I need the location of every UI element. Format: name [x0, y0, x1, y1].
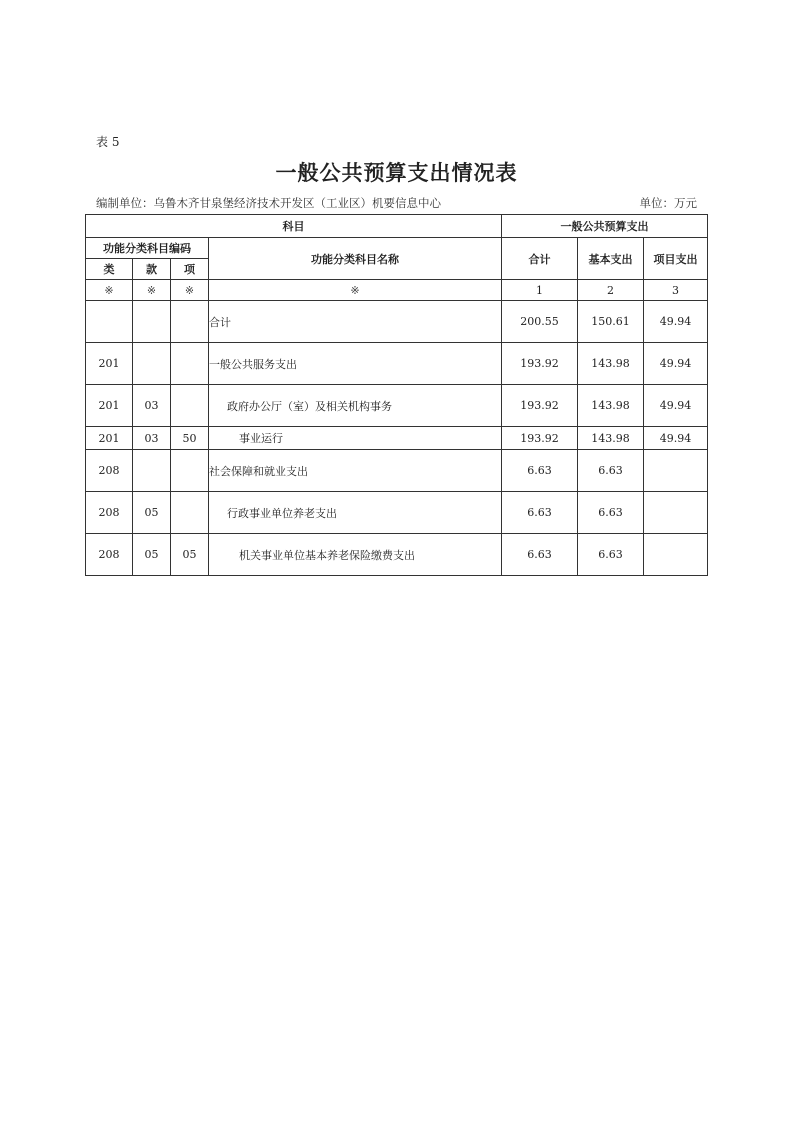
cell-total: 193.92	[502, 427, 578, 450]
table-row	[86, 301, 708, 343]
header-subject: 科目	[86, 215, 502, 238]
cell-total: 6.63	[502, 492, 578, 534]
cell-total: 193.92	[502, 385, 578, 427]
cell-basic: 143.98	[578, 343, 644, 385]
header-kuan: 款	[133, 259, 171, 280]
cell-basic: 143.98	[578, 385, 644, 427]
cell-kuan: 05	[133, 534, 171, 576]
cell-kuan: 05	[133, 492, 171, 534]
header-lei: 类	[86, 259, 133, 280]
cell-total: 200.55	[502, 301, 578, 343]
cell-basic: 143.98	[578, 427, 644, 450]
cell-lei: 201	[86, 385, 133, 427]
cell-lei: 201	[86, 427, 133, 450]
index-total: 1	[502, 280, 578, 301]
cell-name: 机关事业单位基本养老保险缴费支出	[209, 534, 502, 576]
cell-basic: 6.63	[578, 450, 644, 492]
cell-xiang	[171, 343, 209, 385]
cell-xiang	[171, 385, 209, 427]
header-total: 合计	[502, 238, 578, 280]
index-xiang: ※	[171, 280, 209, 301]
compiling-unit: 编制单位：乌鲁木齐甘泉堡经济技术开发区（工业区）机要信息中心	[96, 196, 441, 210]
cell-xiang	[171, 450, 209, 492]
cell-kuan	[133, 301, 171, 343]
cell-lei: 208	[86, 450, 133, 492]
table-row	[86, 492, 708, 534]
cell-kuan: 03	[133, 385, 171, 427]
cell-kuan	[133, 343, 171, 385]
cell-basic: 6.63	[578, 492, 644, 534]
cell-xiang: 05	[171, 534, 209, 576]
index-kuan: ※	[133, 280, 171, 301]
header-code-group: 功能分类科目编码	[86, 238, 209, 259]
cell-project	[644, 534, 708, 576]
budget-table	[85, 214, 708, 576]
cell-project	[644, 450, 708, 492]
cell-lei: 208	[86, 492, 133, 534]
table-number: 表 5	[96, 135, 120, 149]
index-name: ※	[209, 280, 502, 301]
cell-lei: 208	[86, 534, 133, 576]
header-row-2	[86, 238, 708, 259]
cell-kuan: 03	[133, 427, 171, 450]
index-lei: ※	[86, 280, 133, 301]
index-project: 3	[644, 280, 708, 301]
table-row	[86, 343, 708, 385]
header-budget-group: 一般公共预算支出	[502, 215, 708, 238]
cell-basic: 6.63	[578, 534, 644, 576]
cell-project	[644, 492, 708, 534]
cell-lei: 201	[86, 343, 133, 385]
header-xiang: 项	[171, 259, 209, 280]
cell-lei	[86, 301, 133, 343]
cell-name: 合计	[209, 301, 502, 343]
table-row	[86, 450, 708, 492]
header-basic: 基本支出	[578, 238, 644, 280]
cell-xiang: 50	[171, 427, 209, 450]
cell-total: 193.92	[502, 343, 578, 385]
cell-total: 6.63	[502, 534, 578, 576]
index-row	[86, 280, 708, 301]
index-basic: 2	[578, 280, 644, 301]
currency-unit: 单位：万元	[639, 196, 697, 210]
cell-name: 社会保障和就业支出	[209, 450, 502, 492]
cell-name: 政府办公厅（室）及相关机构事务	[209, 385, 502, 427]
cell-project: 49.94	[644, 301, 708, 343]
cell-name: 行政事业单位养老支出	[209, 492, 502, 534]
cell-basic: 150.61	[578, 301, 644, 343]
cell-project: 49.94	[644, 343, 708, 385]
table-row	[86, 427, 708, 450]
header-row-1	[86, 215, 708, 238]
cell-kuan	[133, 450, 171, 492]
cell-project: 49.94	[644, 427, 708, 450]
table-row	[86, 534, 708, 576]
cell-name: 一般公共服务支出	[209, 343, 502, 385]
table-row	[86, 385, 708, 427]
cell-name: 事业运行	[209, 427, 502, 450]
cell-total: 6.63	[502, 450, 578, 492]
cell-xiang	[171, 301, 209, 343]
header-project: 项目支出	[644, 238, 708, 280]
cell-xiang	[171, 492, 209, 534]
page-title: 一般公共预算支出情况表	[275, 161, 518, 185]
header-name-col: 功能分类科目名称	[209, 238, 502, 280]
cell-project: 49.94	[644, 385, 708, 427]
